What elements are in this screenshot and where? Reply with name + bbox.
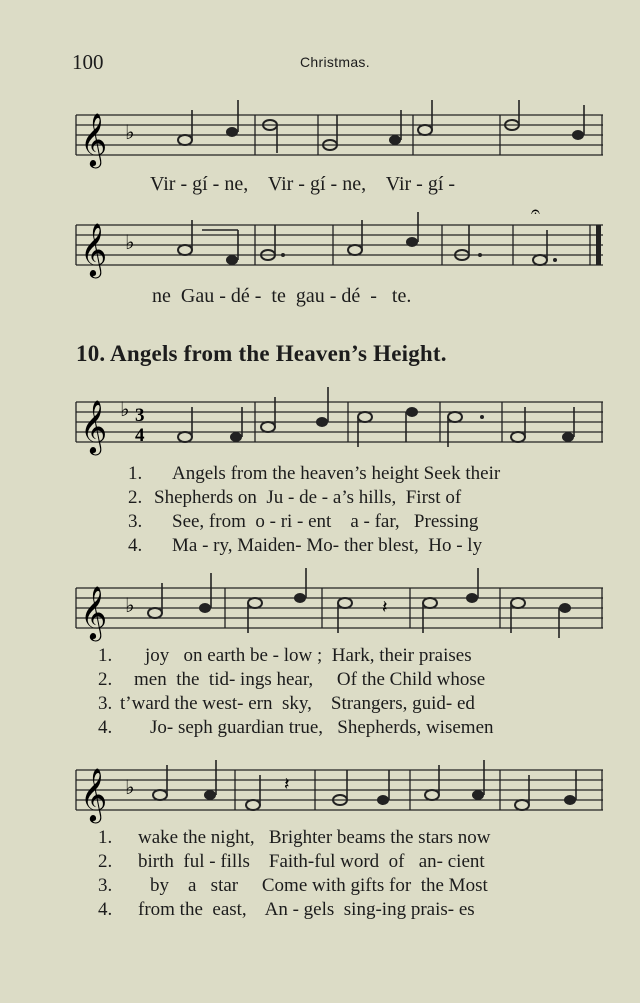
rest-icon: 𝄽 <box>382 597 388 617</box>
running-title: Christmas. <box>300 54 370 70</box>
verse-number: 3. <box>98 693 113 714</box>
svg-text:♭: ♭ <box>125 595 135 617</box>
verse-number: 4. <box>98 717 113 738</box>
prev-hymn-lyric-line: Vir - gí - ne, Vir - gí - ne, Vir - gí - <box>150 173 456 195</box>
verse-text: joy on earth be - low ; Hark, their praises <box>145 645 472 666</box>
verse-number: 2. <box>98 669 113 690</box>
svg-text:♭: ♭ <box>125 777 135 799</box>
verse-number: 3. <box>128 511 143 532</box>
page-number: 100 <box>72 50 104 74</box>
verse-number: 1. <box>128 463 143 484</box>
time-signature-bottom: 4 <box>135 425 145 446</box>
treble-clef-icon: 𝄞 <box>80 401 108 452</box>
music-staff-5 <box>0 750 640 830</box>
treble-clef-icon: 𝄞 <box>80 587 108 638</box>
music-staff-3 <box>0 382 640 462</box>
svg-text:♭: ♭ <box>125 232 135 254</box>
rest-icon: 𝄽 <box>284 774 290 794</box>
verse-text: Shepherds on Ju - de - a’s hills, First of <box>154 487 462 508</box>
verse-text: wake the night, Brighter beams the stars now <box>138 827 491 848</box>
verse-text: birth ful - fills Faith-ful word of an- cient <box>138 851 485 872</box>
hymn-title: 10. Angels from the Heaven’s Height. <box>76 341 447 366</box>
verse-text: men the tid- ings hear, Of the Child whose <box>134 669 486 690</box>
treble-clef-icon: 𝄞 <box>80 224 108 275</box>
verse-number: 4. <box>128 535 143 556</box>
music-staff-1 <box>0 95 640 175</box>
verse-text: Angels from the heaven’s height Seek their <box>172 463 501 484</box>
svg-text:♭: ♭ <box>120 399 130 421</box>
verse-number: 2. <box>98 851 113 872</box>
verse-number: 1. <box>98 645 113 666</box>
verse-text: from the east, An - gels sing-ing prais- es <box>138 899 475 920</box>
prev-hymn-lyric-line: ne Gau - dé - te gau - dé - te. <box>152 285 412 307</box>
fermata-icon: 𝄐 <box>531 205 540 221</box>
svg-text:♭: ♭ <box>125 122 135 144</box>
verse-number: 2. <box>128 487 143 508</box>
music-staff-2 <box>0 205 640 285</box>
verse-text: See, from o - ri - ent a - far, Pressing <box>172 511 479 532</box>
treble-clef-icon: 𝄞 <box>80 769 108 820</box>
verse-number: 3. <box>98 875 113 896</box>
verse-text: t’ward the west- ern sky, Strangers, guid- ed <box>120 693 475 714</box>
verse-number: 1. <box>98 827 113 848</box>
verse-text: Jo- seph guardian true, Shepherds, wisemen <box>150 717 494 738</box>
verse-text: by a star Come with gifts for the Most <box>150 875 488 896</box>
verse-number: 4. <box>98 899 113 920</box>
treble-clef-icon: 𝄞 <box>80 114 108 165</box>
time-signature-top: 3 <box>135 405 145 426</box>
music-staff-4 <box>0 568 640 648</box>
verse-text: Ma - ry, Maiden- Mo- ther blest, Ho - ly <box>172 535 483 556</box>
